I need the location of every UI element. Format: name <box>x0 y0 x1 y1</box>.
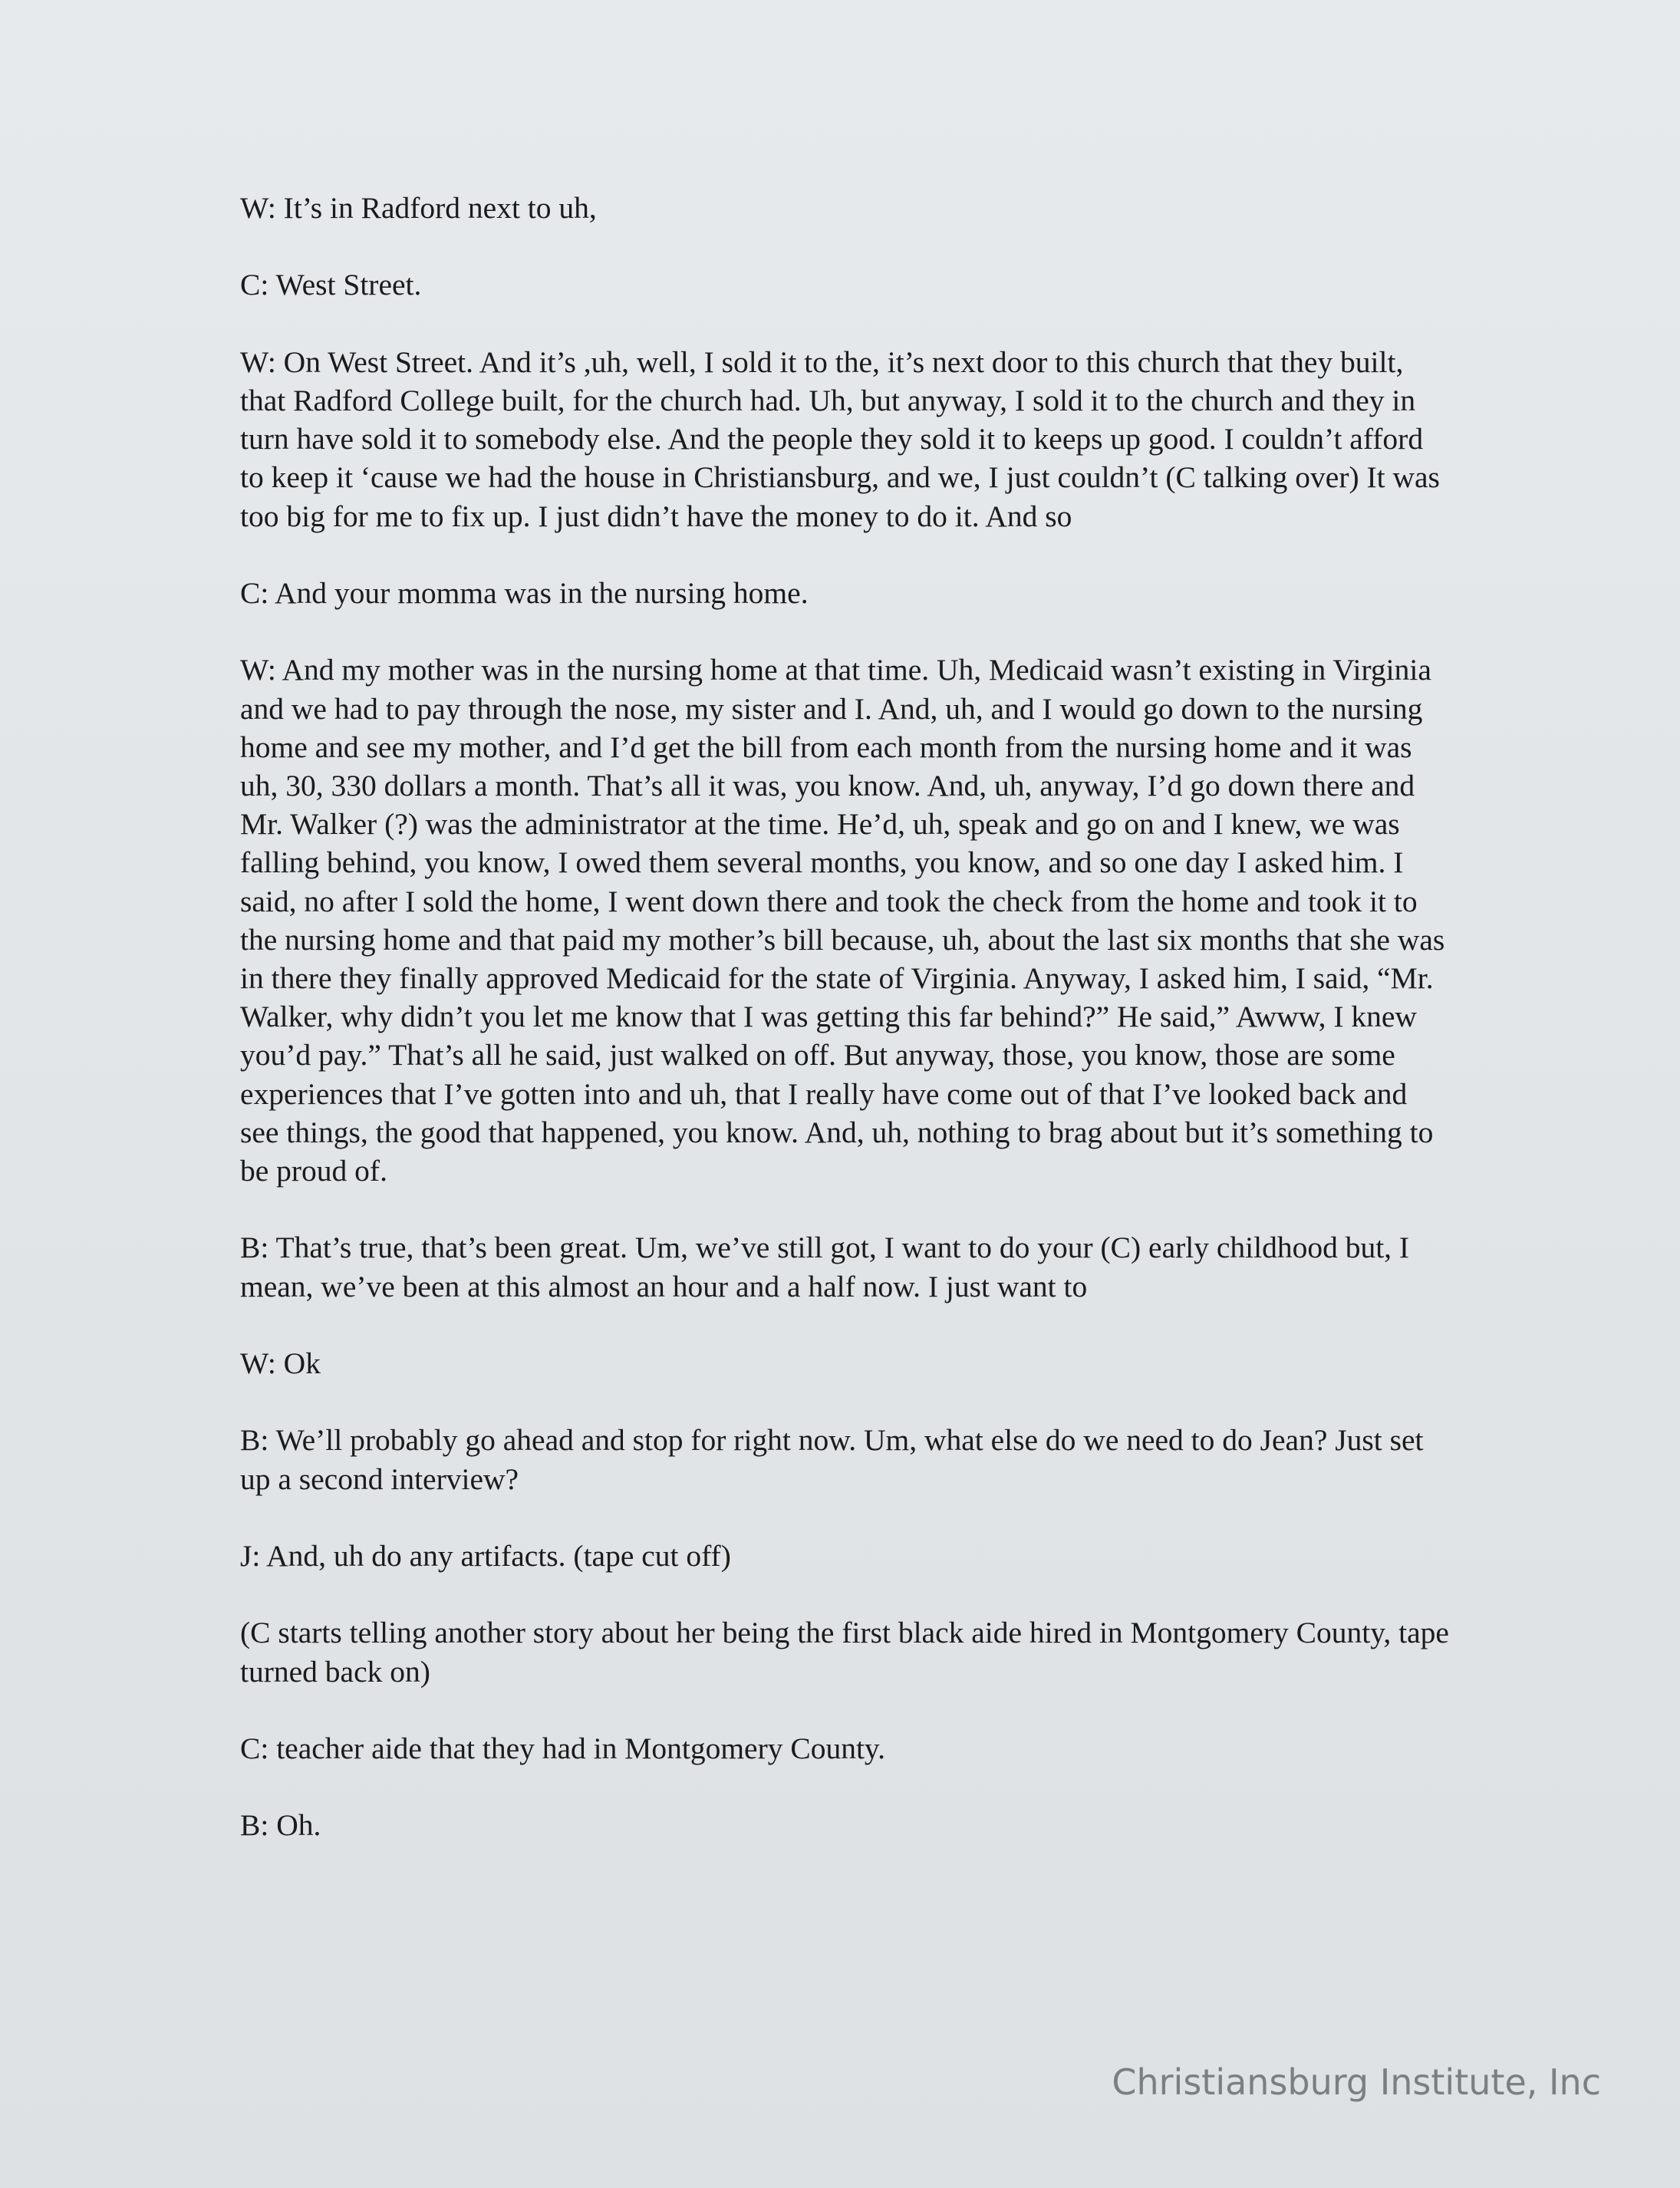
transcript-paragraph: C: teacher aide that they had in Montgomery County. <box>240 1731 885 1765</box>
transcript-paragraph: B: We’ll probably go ahead and stop for right now. Um, what else do we need to do Jean? Just set up a second interview? <box>240 1423 1424 1496</box>
transcript-paragraph: W: It’s in Radford next to uh, <box>240 191 597 225</box>
institute-watermark: Christiansburg Institute, Inc <box>1112 2061 1601 2103</box>
transcript-paragraph: W: On West Street. And it’s ,uh, well, I sold it to the, it’s next door to this church that they built, that Radford College built, for the church had. Uh, but anyway, I sold it to the church and they in turn have sold it to somebody else. And the people they sold it to keeps up good. I couldn’t afford to keep it ‘cause we had the house in Christiansburg, and we, I just couldn’t (C talking over) It was too big for me to fix up. I just didn’t have the money to do it. And so <box>240 344 1440 533</box>
transcript-paragraph: W: Ok <box>240 1346 321 1380</box>
transcript-paragraph: J: And, uh do any artifacts. (tape cut off) <box>240 1538 731 1573</box>
interview-transcript <box>240 189 1452 1883</box>
transcript-paragraph: (C starts telling another story about her being the first black aide hired in Montgomery County, tape turned back on) <box>240 1616 1449 1689</box>
transcript-paragraph: W: And my mother was in the nursing home at that time. Uh, Medicaid wasn’t existing in Virginia and we had to pay through the nose, my sister and I. And, uh, and I would go down to the nursing home and see my mother, and I’d get the bill from each month from the nursing home and it was uh, 30, 330 dollars a month. That’s all it was, you know. And, uh, anyway, I’d go down there and Mr. Walker (?) was the administrator at the time. He’d, uh, speak and go on and I knew, we was falling behind, you know, I owed them several months, you know, and so one day I asked him. I said, no after I sold the home, I went down there and took the check from the home and took it to the nursing home and that paid my mother’s bill because, uh, about the last six months that she was in there they finally approved Medicaid for the state of Virginia. Anyway, I asked him, I said, “Mr. Walker, why didn’t you let me know that I was getting this far behind?” He said,” Awww, I knew you’d pay.” That’s all he said, just walked on off. But anyway, those, you know, those are some experiences that I’ve gotten into and uh, that I really have come out of that I’ve looked back and see things, the good that happened, you know. And, uh, nothing to brag about but it’s something to be proud of. <box>240 653 1445 1188</box>
transcript-paragraph: B: Oh. <box>240 1808 321 1843</box>
transcript-paragraph: C: And your momma was in the nursing home. <box>240 575 809 610</box>
transcript-paragraph: C: West Street. <box>240 268 422 302</box>
transcript-paragraph: B: That’s true, that’s been great. Um, we’ve still got, I want to do your (C) early childhood but, I mean, we’ve been at this almost an hour and a half now. I just want to <box>240 1231 1410 1303</box>
